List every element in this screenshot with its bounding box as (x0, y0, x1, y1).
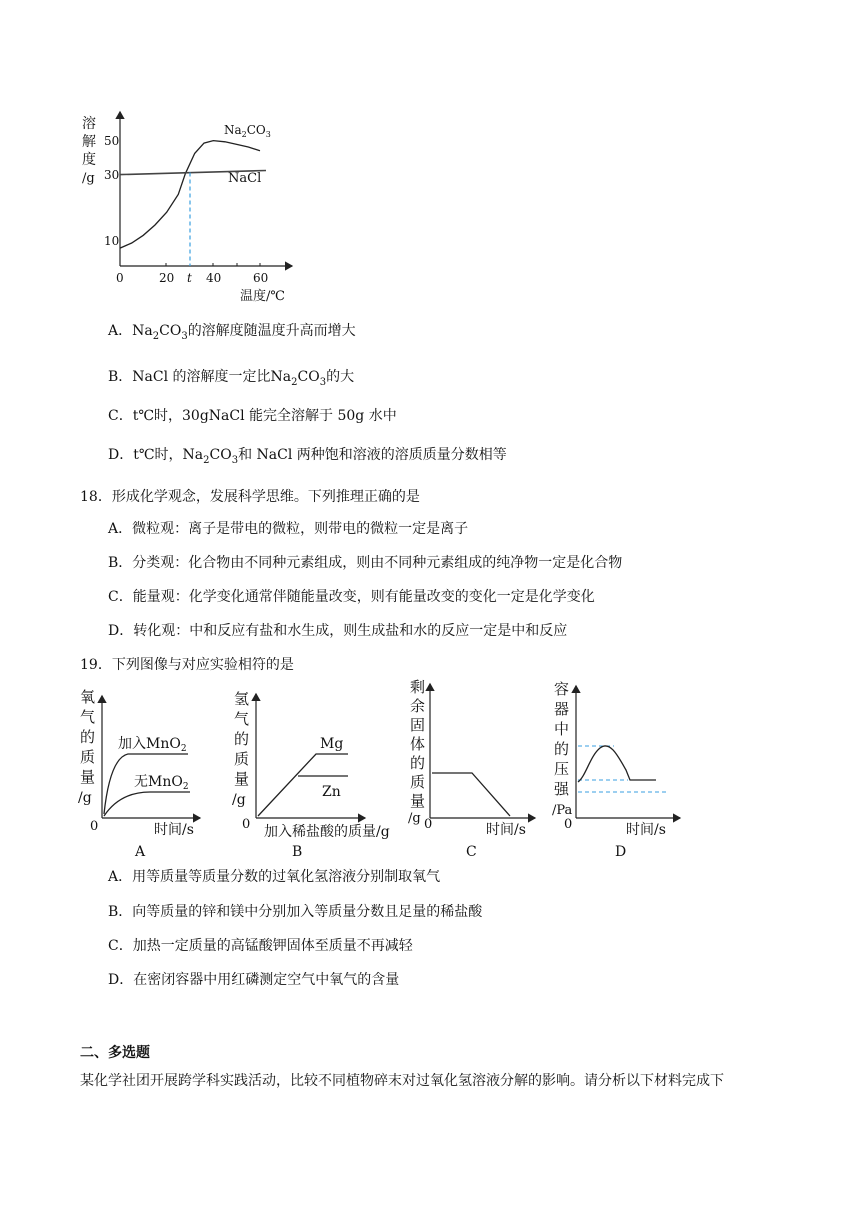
svg-text:器: 器 (554, 700, 570, 718)
x-tick-label: t (187, 271, 192, 285)
svg-text:时间/s: 时间/s (486, 822, 526, 838)
q17-option-b: B．NaCl 的溶解度一定比$Na_2CO_3$的大 (108, 369, 355, 388)
svg-text:量: 量 (410, 792, 426, 810)
q18-option-a: A．微粒观：离子是带电的微粒，则带电的微粒一定是离子 (108, 521, 469, 537)
solubility-chart-svg (70, 108, 310, 308)
q17-option-a: A．$Na_2CO_3$的溶解度随温度升高而增大 (108, 323, 356, 342)
svg-text:强: 强 (554, 780, 570, 798)
q18-stem: 18．形成化学观念，发展科学思维。下列推理正确的是 (80, 489, 420, 505)
svg-text:/g: /g (232, 792, 246, 808)
svg-text:气: 气 (80, 708, 96, 726)
svg-text:的: 的 (234, 730, 250, 748)
graph-c-line (432, 773, 510, 816)
svg-text:C: C (466, 844, 477, 860)
q19-stem: 19．下列图像与对应实验相符的是 (80, 657, 294, 673)
q19-option-a: A．用等质量等质量分数的过氧化氢溶液分别制取氧气 (108, 869, 441, 885)
svg-text:0: 0 (242, 817, 251, 832)
q18-option-b: B．分类观：化合物由不同种元素组成，则由不同种元素组成的纯净物一定是化合物 (108, 555, 623, 571)
graph-b (232, 690, 390, 860)
graph-c (408, 678, 535, 860)
graph-a-label-mno2: 加入MnO$_2$ (118, 736, 187, 754)
nacl-label: NaCl (228, 171, 262, 186)
svg-text:氧: 氧 (80, 688, 96, 706)
svg-text:量: 量 (234, 770, 250, 788)
svg-text:量: 量 (80, 768, 96, 786)
svg-text:B: B (292, 844, 303, 860)
svg-text:A: A (135, 844, 146, 860)
svg-text:时间/s: 时间/s (154, 822, 194, 838)
q19-graphs (70, 676, 690, 862)
x-axis-label: 温度/℃ (240, 289, 285, 304)
q18-option-d: D．转化观：中和反应有盐和水生成，则生成盐和水的反应一定是中和反应 (108, 623, 568, 639)
y-tick-label: 10 (104, 234, 120, 248)
svg-text:压: 压 (554, 760, 570, 778)
svg-text:质: 质 (80, 748, 96, 766)
svg-text:的: 的 (80, 728, 96, 746)
ylabel-char: 解 (82, 134, 96, 150)
graph-a-curve-no-mno2 (104, 792, 190, 816)
x-tick-label: 40 (206, 271, 222, 285)
x-tick-label: 20 (159, 271, 175, 285)
svg-text:中: 中 (554, 720, 570, 738)
svg-text:0: 0 (90, 819, 99, 834)
svg-text:时间/s: 时间/s (626, 822, 666, 838)
svg-text:加入稀盐酸的质量/g: 加入稀盐酸的质量/g (264, 824, 390, 840)
svg-text:固: 固 (410, 716, 426, 734)
graph-a-label-no-mno2: 无MnO$_2$ (134, 774, 189, 792)
svg-text:/g: /g (408, 811, 421, 826)
section-intro: 某化学社团开展跨学科实践活动，比较不同植物碎末对过氧化氢溶液分解的影响。请分析以下材料完成下 (80, 1073, 724, 1089)
section-title: 二、多选题 (80, 1045, 150, 1061)
ylabel-char: 溶 (82, 116, 96, 132)
q17-option-d: D．t℃时，$Na_2CO_3$和 NaCl 两种饱和溶液的溶质质量分数相等 (108, 447, 507, 466)
graph-b-label-mg: Mg (320, 736, 344, 752)
graph-b-label-zn: Zn (322, 784, 341, 800)
ylabel-char: 度 (82, 152, 96, 168)
graph-d-curve (578, 746, 656, 782)
y-tick-label: 50 (104, 134, 120, 148)
formula-na2co3: $Na_2CO_3$ (270, 369, 327, 388)
graph-d (552, 680, 680, 860)
q19-option-c: C．加热一定质量的高锰酸钾固体至质量不再减轻 (108, 938, 413, 954)
y-tick-label: 30 (104, 168, 120, 182)
svg-text:体: 体 (410, 735, 426, 753)
svg-text:的: 的 (410, 754, 426, 772)
q18-option-c: C．能量观：化学变化通常伴随能量改变，则有能量改变的变化一定是化学变化 (108, 589, 595, 605)
q19-option-b: B．向等质量的锌和镁中分别加入等质量分数且足量的稀盐酸 (108, 904, 483, 920)
svg-text:D: D (615, 844, 627, 860)
svg-text:的: 的 (554, 740, 570, 758)
svg-text:/Pa: /Pa (552, 803, 573, 818)
formula-na2co3: $Na_2CO_3$ (182, 447, 239, 466)
q19-option-d: D．在密闭容器中用红磷测定空气中氧气的含量 (108, 972, 400, 988)
svg-text:气: 气 (234, 710, 250, 728)
x-tick-label: 60 (253, 271, 269, 285)
svg-text:容: 容 (554, 680, 570, 698)
graph-a (78, 688, 200, 860)
svg-text:余: 余 (410, 697, 426, 715)
x-tick-label: 0 (116, 271, 124, 285)
svg-text:0: 0 (424, 817, 433, 832)
q17-option-c: C．t℃时，30gNaCl 能完全溶解于 50g 水中 (108, 408, 397, 424)
svg-text:剩: 剩 (410, 678, 426, 696)
svg-text:0: 0 (564, 817, 573, 832)
formula-na2co3: $Na_2CO_3$ (132, 323, 188, 342)
svg-text:质: 质 (234, 750, 250, 768)
solubility-chart (70, 108, 310, 308)
ylabel-char: /g (82, 171, 95, 186)
na2co3-label: $Na_2CO_3$ (224, 123, 271, 139)
svg-text:质: 质 (410, 773, 426, 791)
svg-text:/g: /g (78, 790, 92, 806)
svg-text:氢: 氢 (234, 690, 250, 708)
